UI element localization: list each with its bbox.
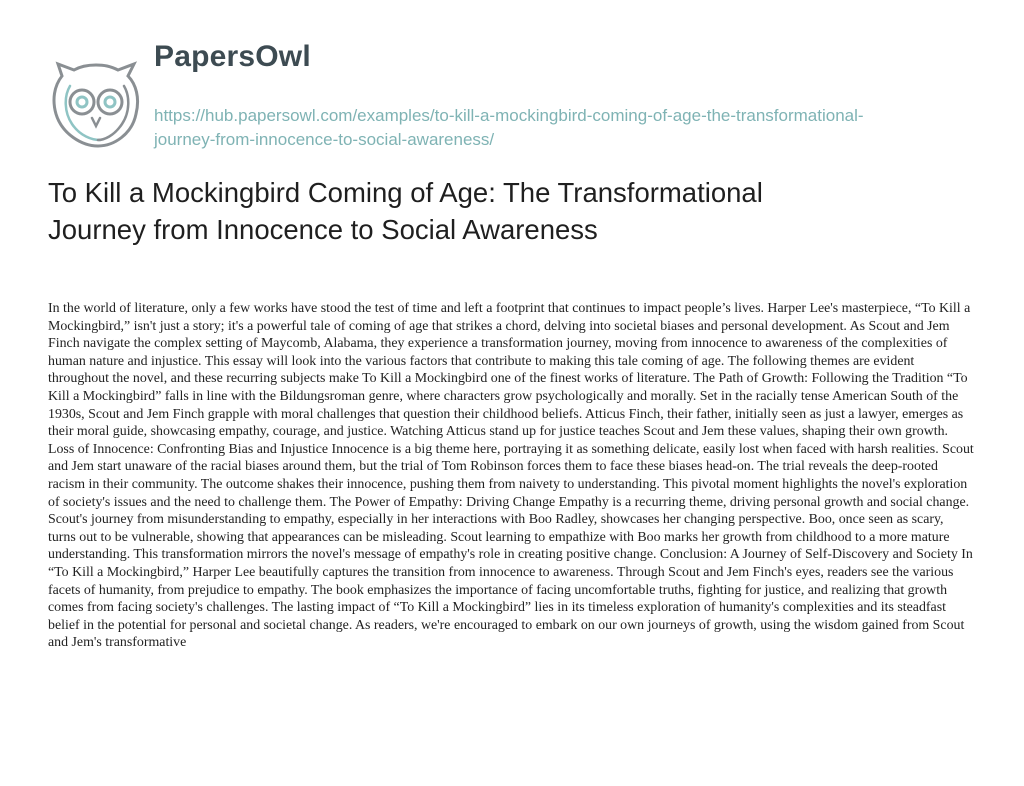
owl-logo-icon (48, 38, 144, 158)
source-url-link[interactable]: https://hub.papersowl.com/examples/to-kill-a-mockingbird-coming-of-age-the-transformational-journey-from-innocence-to-social-awareness/ (154, 106, 864, 149)
article-body: In the world of literature, only a few works have stood the test of time and left a footprint that continues to impact people’s lives. Harper Lee's masterpiece, “To Kill a Mockingbird,” isn't just a story; it's a powerful tale of coming of age that strikes a chord, delving into societal biases and personal development. As Scout and Jem Finch navigate the complex setting of Maycomb, Alabama, they experience a transformation journey, moving from innocence to awareness of the complexities of human nature and injustice. This essay will look into the various factors that contribute to making this tale coming of age. The following themes are evident throughout the novel, and these recurring subjects make To Kill a Mockingbird one of the finest works of literature. The Path of Growth: Following the Tradition “To Kill a Mockingbird” falls in line with the Bildungsroman genre, where characters grow psychologically and morally. Set in the racially tense American South of the 1930s, Scout and Jem Finch grapple with moral challenges that question their childhood beliefs. Atticus Finch, their father, initially seen as just a lawyer, emerges as their moral guide, showcasing empathy, courage, and justice. Watching Atticus stand up for justice teaches Scout and Jem these values, shaping their own growth. Loss of Innocence: Confronting Bias and Injustice Innocence is a big theme here, portraying it as something delicate, easily lost when faced with harsh realities. Scout and Jem start unaware of the racial biases around them, but the trial of Tom Robinson forces them to face these biases head-on. The trial reveals the deep-rooted racism in their community. The outcome shakes their innocence, pushing them from naivety to understanding. This pivotal moment highlights the novel's exploration of society's issues and the need to challenge them. The Power of Empathy: Driving Change Empathy is a recurring theme, driving personal growth and social change. Scout's journey from misunderstanding to empathy, especially in her interactions with Boo Radley, showcases her changing perspective. Boo, once seen as scary, turns out to be vulnerable, showing that appearances can be misleading. Scout learning to empathize with Boo marks her growth from childhood to a more mature understanding. This transformation mirrors the novel's message of empathy's role in creating positive change. Conclusion: A Journey of Self-Discovery and Society In “To Kill a Mockingbird,” Harper Lee beautifully captures the transition from innocence to awareness. Through Scout and Jem Finch's eyes, readers see the various facets of humanity, from prejudice to empathy. The book emphasizes the importance of facing uncomfortable truths, fighting for justice, and realizing that growth comes from facing society's challenges. The lasting impact of “To Kill a Mockingbird” lies in its timeless exploration of humanity's complexities and its steadfast belief in the potential for personal and societal change. As readers, we're encouraged to embark on our own journeys of growth, using the wisdom gained from Scout and Jem's transformative (48, 301, 974, 651)
site-header (48, 38, 978, 158)
brand-name: PapersOwl (154, 40, 311, 73)
article-title: To Kill a Mockingbird Coming of Age: The Transformational Journey from Innocence to Social Awareness (48, 177, 763, 245)
